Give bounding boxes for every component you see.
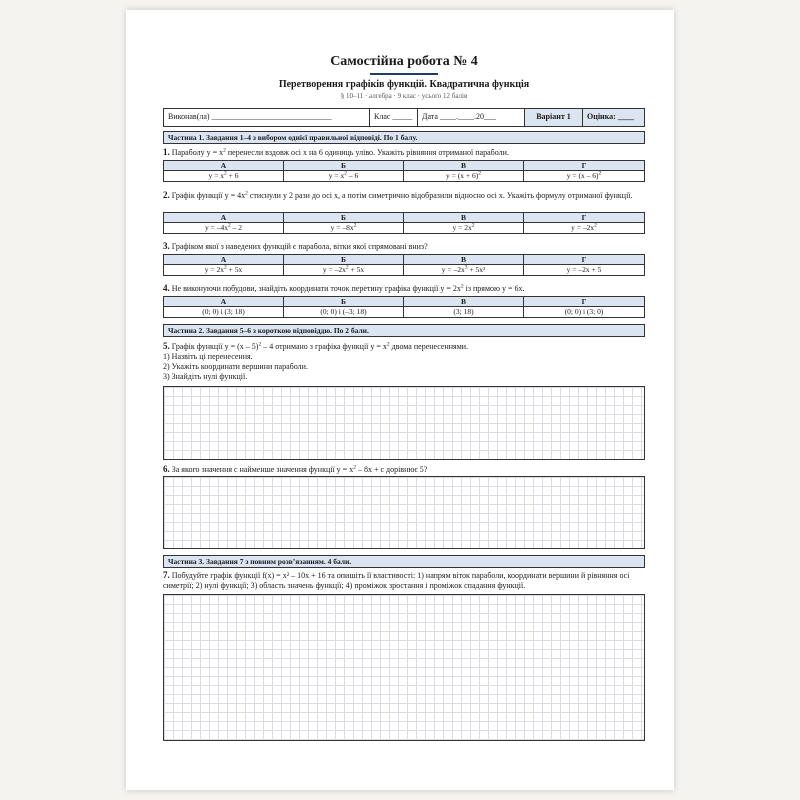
answer-text: y = 2x — [452, 223, 472, 232]
question-text: Графік функції y = (x – 5) — [169, 342, 259, 351]
answer-option[interactable]: (3; 18) — [404, 307, 524, 317]
answer-text: y = x — [328, 171, 345, 180]
answer-text: y = –4x — [205, 223, 228, 232]
answer-table-1 — [163, 160, 645, 182]
answer-table-2 — [163, 212, 645, 234]
question-text: стиснули у 2 рази до осі x, а потім симетрично відобразили відносно осі x. Укажіть формулу отриманої функції. — [247, 191, 633, 200]
answer-text: y = 2x — [204, 265, 224, 274]
option-letter: Б — [284, 255, 404, 265]
question-number: 3. — [163, 241, 170, 251]
question-text: Графік функції y = 4x — [169, 191, 246, 200]
superscript: 2 — [258, 341, 262, 348]
subtask: 3) Знайдіть нулі функції. — [163, 372, 248, 381]
superscript: 2 — [227, 223, 231, 229]
question-text: Не виконуючи побудови, знайдіть координати точок перетину графіка функції y = 2x — [169, 284, 461, 293]
superscript: 2 — [594, 223, 597, 229]
superscript: 2 — [224, 265, 227, 271]
superscript: 2 — [224, 171, 227, 177]
option-letter: Б — [284, 297, 404, 307]
question-number: 7. — [163, 570, 170, 580]
option-letter: Б — [284, 161, 404, 171]
subtask: 2) Укажіть координати вершини параболи. — [163, 362, 308, 371]
answer-option[interactable] — [524, 265, 644, 275]
part3-header: Частина 3. Завдання 7 з повним розв’язанням. 4 бали. — [163, 555, 645, 568]
answer-text: – 6 — [346, 171, 359, 180]
answer-text: + 5x² — [467, 265, 486, 274]
question-text: Графіком якої з наведених функцій є парабола, вітки якої спрямовані вниз? — [169, 242, 428, 251]
answer-text: y = (x – 6) — [566, 171, 599, 180]
answer-table-3 — [163, 254, 645, 276]
question-number: 5. — [163, 341, 170, 351]
superscript: 2 — [471, 223, 475, 229]
answer-option[interactable] — [164, 223, 284, 233]
student-header — [163, 108, 645, 127]
question-number: 6. — [163, 464, 170, 474]
question-text: Параболу y = x — [169, 148, 224, 157]
answer-option[interactable] — [164, 265, 284, 275]
worksheet-page — [126, 10, 674, 790]
superscript: 3 — [464, 265, 468, 271]
question-5 — [163, 341, 645, 382]
answer-grid-5[interactable] — [163, 386, 645, 460]
option-letter: А — [164, 161, 284, 171]
answer-option[interactable] — [404, 171, 524, 181]
answer-text: + 6 — [226, 171, 239, 180]
answer-text: + 5x — [348, 265, 365, 274]
answer-text: y = x — [208, 171, 224, 180]
answer-text: + 5x — [226, 265, 243, 274]
answer-text: – 2 — [230, 223, 242, 232]
question-text: Побудуйте графік функції f(x) = x² – 10x + 16 та опишіть її властивості: 1) напрям віток параболи, координати вершини й рівняння осі симетрії; 2) нулі функції; 3) область значень функції; 4) проміжок зростання і проміжок спадання функції. — [163, 571, 630, 590]
question-text: – 8x + c дорівнює 5? — [355, 465, 428, 474]
subtask: 1) Назвіть ці перенесення. — [163, 352, 253, 361]
answer-option[interactable] — [404, 223, 524, 233]
option-letter: А — [164, 213, 284, 223]
answer-option[interactable] — [284, 265, 404, 275]
superscript: 2 — [344, 171, 347, 177]
answer-grid-7[interactable] — [163, 594, 645, 741]
question-text: із прямою y = 6x. — [463, 284, 525, 293]
question-1 — [163, 147, 645, 158]
question-number: 1. — [163, 147, 170, 157]
option-letter: Г — [524, 255, 644, 265]
option-letter: А — [164, 297, 284, 307]
page-meta: § 10–11 · алгебра · 9 клас · усього 12 балів — [340, 92, 468, 100]
answer-text: y = –8x — [330, 223, 354, 232]
option-letter: Г — [524, 161, 644, 171]
answer-option[interactable] — [164, 171, 284, 181]
answer-text: y = (x + 6) — [446, 171, 479, 180]
answer-option[interactable] — [524, 171, 644, 181]
class-field[interactable]: Клас _____ — [370, 109, 418, 126]
option-letter: Г — [524, 213, 644, 223]
page-subtitle: Перетворення графіків функцій. Квадратична функція — [278, 79, 530, 90]
option-letter: В — [404, 255, 524, 265]
option-letter: В — [404, 161, 524, 171]
answer-option[interactable] — [524, 223, 644, 233]
answer-option[interactable] — [404, 265, 524, 275]
answer-text: y = –2x + 5 — [566, 265, 602, 274]
superscript: 2 — [223, 147, 226, 154]
superscript: 2 — [598, 171, 602, 177]
question-7 — [163, 570, 645, 591]
option-letter: А — [164, 255, 284, 265]
option-letter: Б — [284, 213, 404, 223]
superscript: 2 — [353, 464, 356, 471]
question-text: двома перенесеннями. — [389, 342, 469, 351]
answer-text: y = –2x — [441, 265, 465, 274]
answer-option[interactable]: (0; 0) і (3; 0) — [564, 307, 604, 316]
answer-option[interactable]: (0; 0) і (–3; 18) — [284, 307, 404, 317]
executed-by-field[interactable]: Виконав(ла) ______________________________ — [164, 109, 370, 126]
superscript: 2 — [353, 223, 357, 229]
question-3 — [163, 241, 645, 252]
answer-grid-6[interactable] — [163, 476, 645, 549]
answer-text: y = –2x — [571, 223, 595, 232]
answer-table-4 — [163, 296, 645, 318]
question-4 — [163, 283, 645, 294]
superscript: 2 — [245, 190, 248, 197]
superscript: 2 — [386, 341, 390, 348]
variant-label: Варіант 1 — [525, 109, 583, 126]
grade-field[interactable]: Оцінка: ____ — [583, 109, 644, 126]
superscript: 2 — [460, 283, 464, 290]
answer-text: y = –2x — [322, 265, 346, 274]
answer-option[interactable]: (0; 0) і (3; 18) — [164, 307, 284, 317]
question-text: – 4 отримано з графіка функції y = x — [261, 342, 387, 351]
answer-option[interactable] — [284, 223, 404, 233]
superscript: 2 — [478, 171, 481, 177]
question-number: 2. — [163, 190, 170, 200]
question-6 — [163, 464, 645, 475]
option-letter: В — [404, 213, 524, 223]
option-letter: Г — [524, 297, 644, 307]
question-2 — [163, 190, 645, 201]
superscript: 2 — [345, 265, 349, 271]
page-title: Самостійна робота № 4 — [330, 54, 478, 69]
question-text: За якого значення c найменше значення функції y = x — [169, 465, 354, 474]
question-text: перенесли вздовж осі x на 6 одиниць уліво. Укажіть рівняння отриманої параболи. — [225, 148, 509, 157]
title-underline — [370, 73, 438, 75]
answer-option[interactable] — [284, 171, 404, 181]
part1-header: Частина 1. Завдання 1–4 з вибором однієї правильної відповіді. По 1 балу. — [163, 131, 645, 144]
option-letter: В — [404, 297, 524, 307]
part2-header: Частина 2. Завдання 5–6 з короткою відповіддю. По 2 бали. — [163, 324, 645, 337]
question-number: 4. — [163, 283, 170, 293]
date-field[interactable]: Дата ____.____.20___ — [418, 109, 525, 126]
